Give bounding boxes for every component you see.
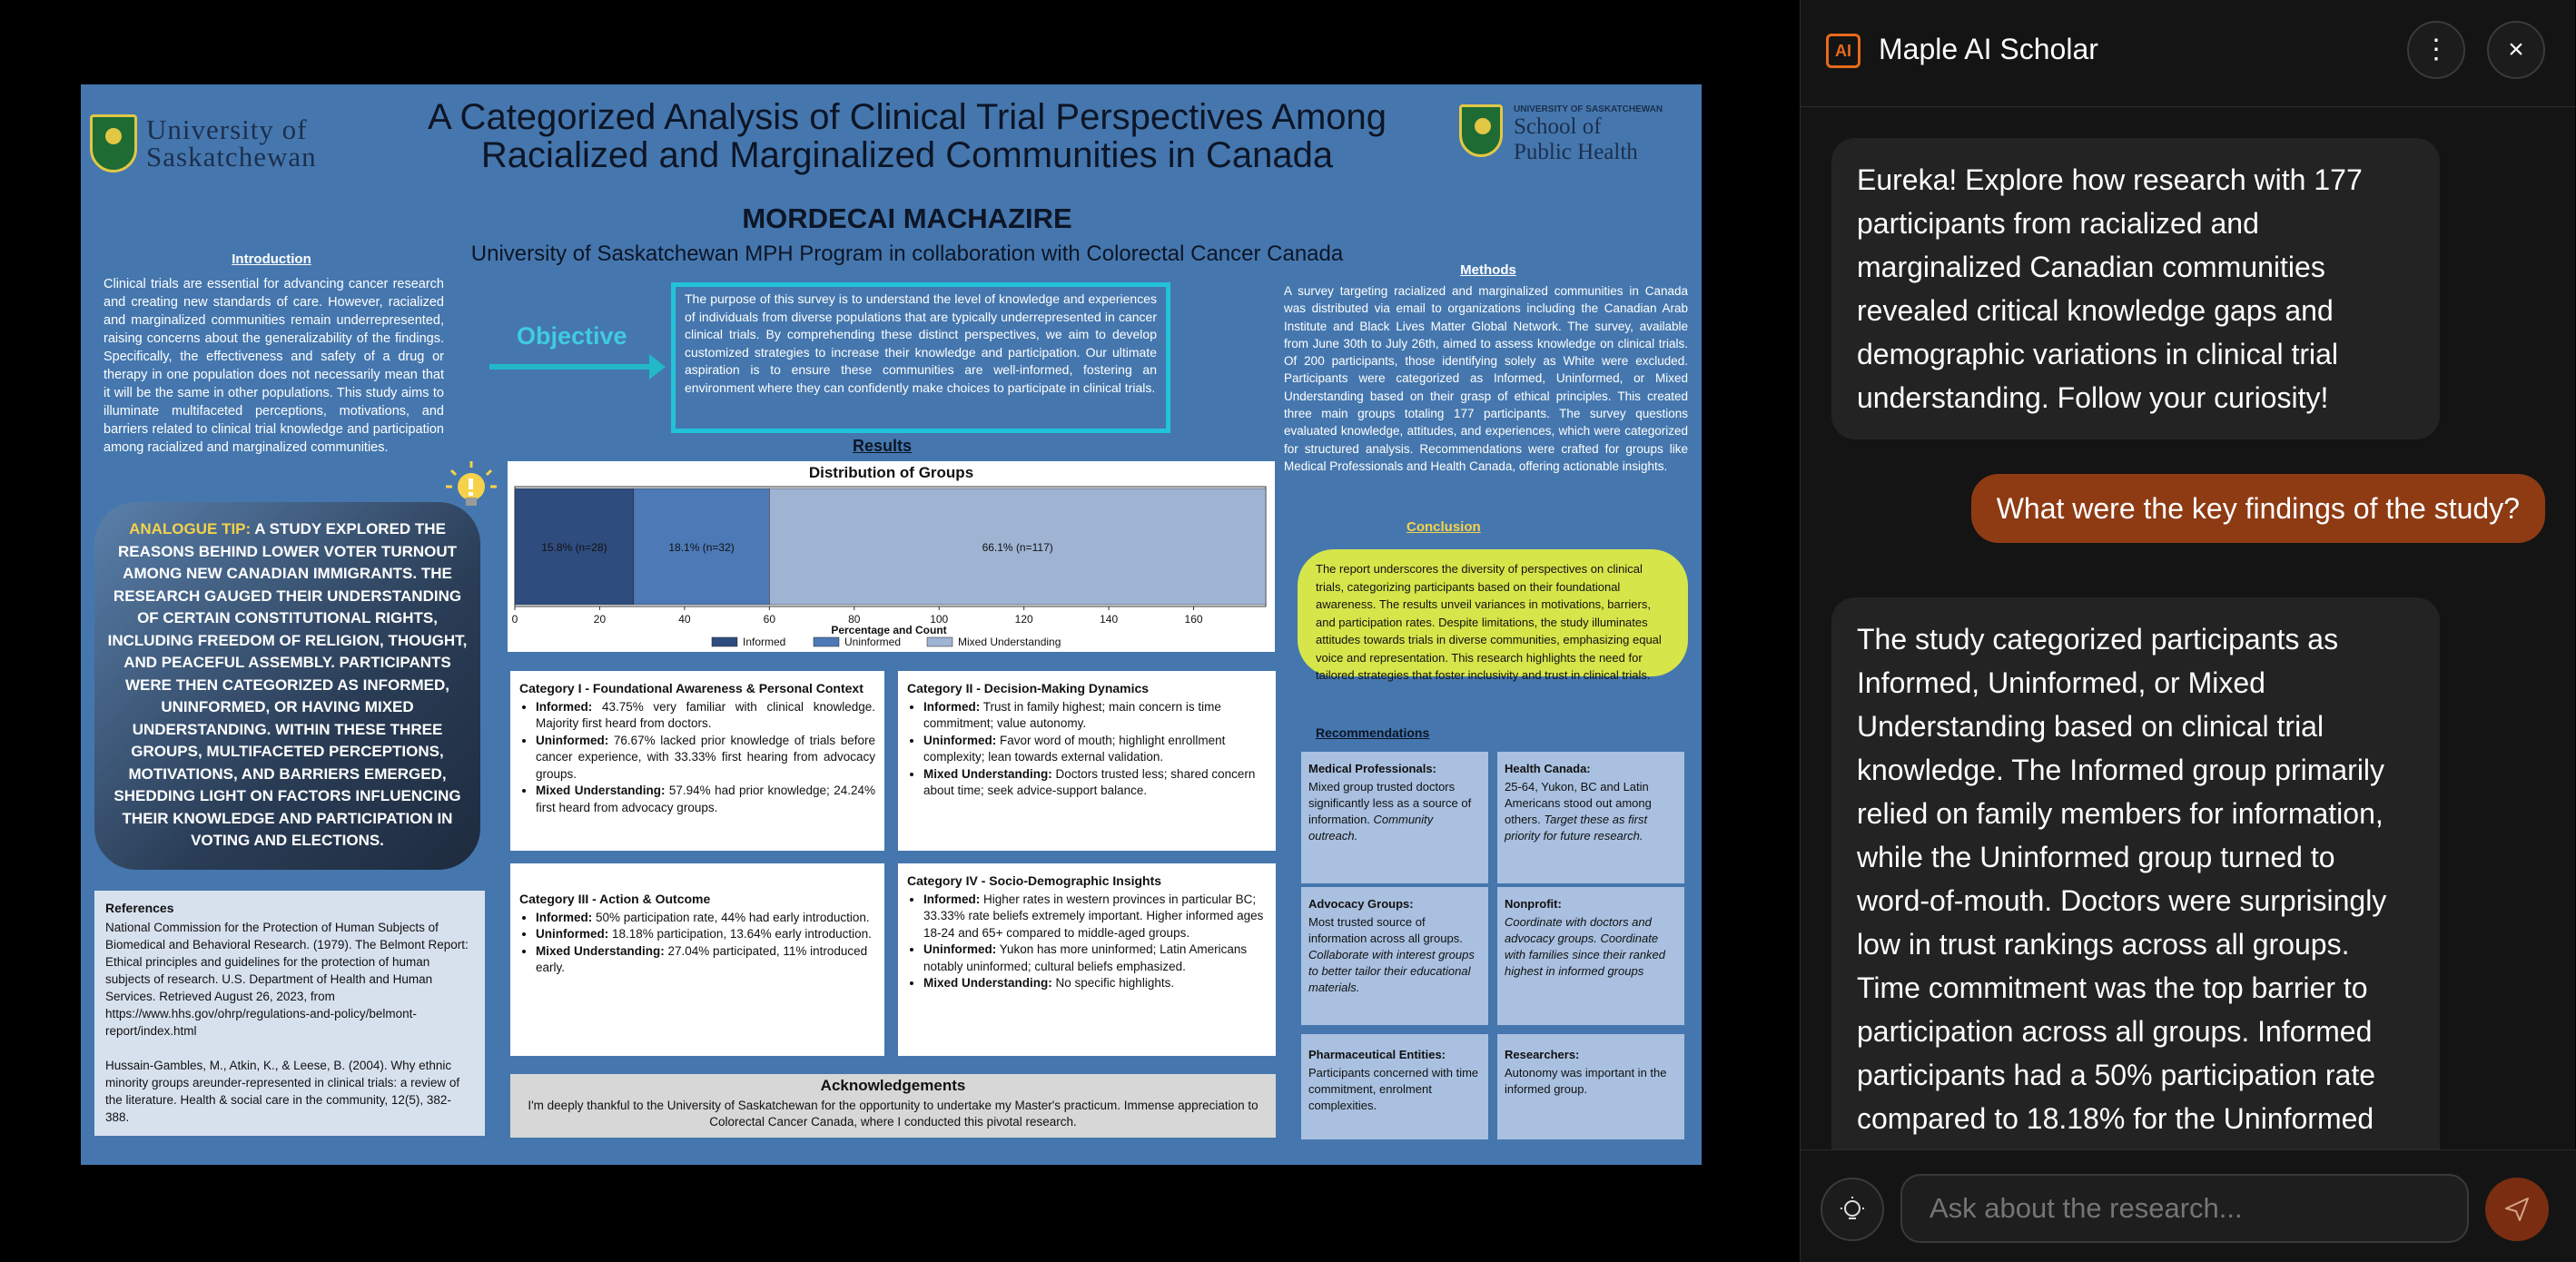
- analogue-tip-text: A STUDY EXPLORED THE REASONS BEHIND LOWER VOTER TURNOUT AMONG NEW CANADIAN IMMIGRANTS. THE RESEARCH GAUGED THEIR UNDERSTANDING OF CERTAIN CONSTITUTIONAL RIGHTS, INCLUDING FREEDOM OF RELIGION, THOUGHT, AND PEACEFUL ASSEMBLY. PARTICIPANTS WERE THEN CATEGORIZED AS INFORMED, UNINFORMED, OR HAVING MIXED UNDERSTANDING. WITHIN THESE THREE GROUPS, MULTIFACETED PERCEPTIONS, MOTIVATIONS, AND BARRIERS EMERGED, SHEDDING LIGHT ON FACTORS INFLUENCING THEIR KNOWLEDGE AND PARTICIPATION IN VOTING AND ELECTIONS.: [107, 520, 468, 849]
- item-text: Favor word of mouth; highlight enrollment complexity; lean towards external validation.: [923, 733, 1226, 764]
- recommendation-card: [1301, 1034, 1488, 1139]
- category-card: [510, 671, 884, 851]
- item-label: Mixed Understanding:: [536, 943, 665, 958]
- item-label: Mixed Understanding:: [923, 976, 1052, 990]
- chart-tick-label: 140: [1100, 613, 1119, 626]
- chart-data-label: 15.8% (n=28): [541, 541, 607, 554]
- item-label: Uninformed:: [536, 733, 609, 747]
- school-crest-icon: [1459, 104, 1503, 157]
- chart-tick-label: 0: [511, 613, 518, 626]
- item-text: Higher rates in western provinces in particular BC; 33.33% rate beliefs extremely important. Higher informed ages 18-24 and 65+ compared to middle-aged groups.: [923, 892, 1264, 940]
- assistant-message: The study categorized participants as Informed, Uninformed, or Mixed Understanding based on clinical trial knowledge. The Informed group primarily relied on family members for information, while the Uninformed group turned to word-of-mouth. Doctors were surprisingly low in trust rankings across all groups. Time commitment was the top barrier to participation across all groups. Informed participants had a 50% participation rate compared to 18.18% for the Uninformed: [1831, 597, 2440, 1204]
- recommendation-card: [1301, 752, 1488, 883]
- category-item: [536, 783, 875, 816]
- item-label: Uninformed:: [536, 927, 609, 941]
- item-label: Mixed Understanding:: [923, 766, 1052, 781]
- distribution-chart: [508, 461, 1275, 652]
- objective-box: [671, 282, 1170, 433]
- recommendation-action: Community outreach.: [1308, 813, 1434, 843]
- category-item: [923, 766, 1267, 800]
- distribution-chart-svg: [508, 461, 1275, 652]
- chart-tick-label: 80: [848, 613, 861, 626]
- university-logo: [90, 112, 353, 175]
- chart-tick-label: 100: [930, 613, 949, 626]
- category-title: Category IV - Socio-Demographic Insights: [907, 873, 1162, 888]
- university-crest-icon: [90, 114, 137, 173]
- item-label: Informed:: [923, 892, 981, 906]
- recommendation-text: Most trusted source of information across all groups.: [1308, 915, 1463, 945]
- research-poster: [81, 84, 1702, 1165]
- app-name: Maple AI Scholar: [1879, 33, 2098, 65]
- send-icon[interactable]: [2485, 1178, 2549, 1241]
- category-item: [923, 892, 1267, 942]
- school-logo-big: School of Public Health: [1514, 114, 1638, 164]
- recommendation-card: [1497, 752, 1684, 883]
- item-text: No specific highlights.: [1051, 976, 1175, 990]
- category-card: [510, 863, 884, 1056]
- item-text: Trust in family highest; main concern is time commitment; value autonomy.: [923, 699, 1221, 730]
- item-text: 57.94% had prior knowledge; 24.24% first heard from advocacy groups.: [536, 784, 875, 814]
- item-label: Uninformed:: [923, 942, 997, 956]
- category-card: [898, 671, 1276, 851]
- recommendation-text: Autonomy was important in the informed group.: [1505, 1066, 1667, 1096]
- more-options-button[interactable]: ⋮: [2407, 21, 2465, 79]
- category-item: [536, 910, 875, 927]
- item-text: Doctors trusted less; shared concern about time; seek advice-support balance.: [923, 766, 1256, 797]
- reference-2: Hussain-Gambles, M., Atkin, K., & Leese, B. (2004). Why ethnic minority groups areunder-represented in clinical trials: a review of the literature. Health & social care in the community, 12(5), 382-388.: [105, 1059, 460, 1124]
- conclusion-heading: Conclusion: [1406, 519, 1481, 535]
- school-logo: [1459, 104, 1695, 177]
- chat-thread[interactable]: [1801, 107, 2576, 1149]
- recommendation-title: Health Canada:: [1505, 762, 1591, 775]
- recommendation-title: Medical Professionals:: [1308, 762, 1436, 775]
- recommendation-text: Participants concerned with time commitment, enrolment complexities.: [1308, 1066, 1479, 1112]
- conclusion-text: The report underscores the diversity of perspectives on clinical trials, categorizing participants based on their foundational awareness. The results unveil variances in motivations, barriers, and participation rates. Despite limitations, the study illuminates attitudes towards trials in diverse communities, emphasizing equal voice and representation. This research highlights the need for tailored strategies that foster inclusivity and trust in clinical trials.: [1316, 562, 1662, 682]
- chart-legend-swatch: [927, 637, 952, 646]
- recommendation-title: Advocacy Groups:: [1308, 897, 1414, 911]
- category-item: [536, 699, 875, 733]
- intro-text: Clinical trials are essential for advancing cancer research and creating new standards of care. However, racialized and marginalized communities remain underrepresented, raising concerns about the generalizability of the findings. Specifically, the effectiveness and safety of a drug or therapy in one population does not necessarily mean that it will be the same in other populations. This study aims to illuminate multifaceted perceptions, motivations, and barriers related to clinical trial knowledge and participation among racialized and marginalized communities.: [104, 277, 444, 455]
- chart-tick-label: 40: [678, 613, 691, 626]
- assistant-message: Eureka! Explore how research with 177 participants from racialized and marginalized Canadian communities revealed critical knowledge gaps and demographic variations in clinical trial understanding. Follow your curiosity!: [1831, 138, 2440, 439]
- category-item: [536, 926, 875, 943]
- analogue-tip-label: ANALOGUE TIP:: [129, 520, 252, 537]
- item-label: Informed:: [536, 699, 593, 714]
- chart-data-label: 18.1% (n=32): [668, 541, 735, 554]
- recommendation-text: 25-64, Yukon, BC and Latin Americans stood out among others.: [1505, 780, 1652, 826]
- chart-legend-label: Uninformed: [844, 636, 902, 648]
- recommendation-card: [1497, 1034, 1684, 1139]
- item-label: Uninformed:: [923, 733, 997, 747]
- methods-text: A survey targeting racialized and marginalized communities in Canada was distributed via email to organizations including the Canadian Arab Institute and Black Lives Matter Global Network. The survey, available from June 30th to July 26th, aimed to assess knowledge on clinical trials. Of 200 participants, those identifying solely as White were excluded. Participants were categorized as Informed, Uninformed, or Mixed Understanding based on their grasp of ethical principles. This created three main groups totaling 177 participants. The survey questions evaluated knowledge, attitudes, and experiences, which were categorized for structured analysis. Recommendations were crafted for groups like Medical Professionals and Health Canada, offering actionable insights.: [1284, 284, 1688, 473]
- category-item: [923, 942, 1267, 975]
- chart-tick-label: 160: [1184, 613, 1203, 626]
- category-item: [923, 699, 1267, 733]
- category-title: Category II - Decision-Making Dynamics: [907, 681, 1150, 695]
- chart-legend-label: Mixed Understanding: [958, 636, 1061, 648]
- recommendation-action: Collaborate with interest groups to better tailor their educational materials.: [1308, 948, 1475, 994]
- chart-title: Distribution of Groups: [808, 464, 974, 481]
- category-card: [898, 863, 1276, 1056]
- poster-author: MORDECAI MACHAZIRE: [742, 202, 1072, 234]
- acknowledgements-text: I'm deeply thankful to the University of Saskatchewan for the opportunity to undertake my Master's practicum. Immense appreciation to Colorectal Cancer Canada, where I conducted this pivotal research.: [528, 1099, 1258, 1129]
- chart-tick-label: 20: [593, 613, 607, 626]
- category-item: [923, 975, 1267, 992]
- objective-text: The purpose of this survey is to understand the level of knowledge and experiences of individuals from diverse populations that are typically underrepresented in cancer clinical trials. By comprehending these distinct perspectives, we aim to develop customized strategies to increase their knowledge and participation. Our ultimate aspiration is to ensure these communities are well-informed, fostering an environment where they can confidently make choices to participate in clinical trials.: [685, 291, 1157, 395]
- conclusion-box: [1298, 549, 1688, 682]
- objective-label: Objective: [517, 322, 627, 350]
- category-item: [536, 733, 875, 784]
- recommendations-heading: Recommendations: [1316, 725, 1430, 740]
- category-item: [923, 733, 1267, 766]
- item-text: 50% participation rate, 44% had early introduction.: [592, 910, 870, 924]
- analogue-tip: [94, 502, 480, 870]
- recommendation-text: Mixed group trusted doctors significantly less as a source of information.: [1308, 780, 1472, 826]
- chart-legend-swatch: [712, 637, 737, 646]
- category-title: Category I - Foundational Awareness & Personal Context: [519, 681, 864, 695]
- recommendation-card: [1301, 887, 1488, 1025]
- recommendation-title: Nonprofit:: [1505, 897, 1562, 911]
- intro-heading: Introduction: [232, 251, 311, 267]
- recommendation-action: Target these as first priority for future research.: [1505, 813, 1648, 843]
- chart-data-label: 66.1% (n=117): [982, 541, 1053, 554]
- acknowledgements-heading: Acknowledgements: [820, 1077, 966, 1094]
- chart-legend-label: Informed: [743, 636, 786, 648]
- university-logo-text: University of Saskatchewan: [146, 113, 317, 173]
- item-label: Mixed Understanding:: [536, 784, 666, 797]
- references: [94, 891, 485, 1136]
- item-text: 18.18% participation, 13.64% early introduction.: [608, 927, 872, 941]
- item-label: Informed:: [923, 699, 981, 714]
- assistant-panel: [1800, 0, 2575, 1262]
- results-heading: Results: [853, 437, 913, 455]
- category-title: Category III - Action & Outcome: [519, 892, 711, 906]
- recommendation-title: Pharmaceutical Entities:: [1308, 1048, 1446, 1061]
- ai-logo-icon: AI: [1826, 34, 1860, 68]
- school-logo-small: UNIVERSITY OF SASKATCHEWAN: [1514, 104, 1663, 114]
- poster-title: A Categorized Analysis of Clinical Trial Perspectives Among Racialized and Marginalized Communities in Canada: [427, 97, 1387, 175]
- acknowledgements: [510, 1074, 1276, 1138]
- chart-xlabel: Percentage and Count: [831, 624, 947, 636]
- chart-tick-label: 120: [1014, 613, 1033, 626]
- item-label: Informed:: [536, 910, 593, 924]
- category-item: [536, 943, 875, 977]
- reference-1: National Commission for the Protection of Human Subjects of Biomedical and Behavioral Research. (1979). The Belmont Report: Ethical principles and guidelines for the protection of human subjects of research. U.S. Department of Health and Human Services. Retrieved August 26, 2023, from https://www.hhs.gov/ohrp/regulations-and-policy/belmont-report/index.html: [105, 921, 469, 1038]
- recommendation-action: Coordinate with doctors and advocacy groups. Coordinate with families since their ranked highest in informed groups: [1505, 915, 1666, 978]
- panel-header: [1801, 0, 2576, 107]
- recommendation-title: Researchers:: [1505, 1048, 1580, 1061]
- methods-heading: Methods: [1460, 262, 1516, 278]
- objective-arrow-icon: [489, 364, 653, 370]
- close-button[interactable]: ×: [2487, 21, 2545, 79]
- lightbulb-icon[interactable]: [1821, 1178, 1884, 1241]
- user-message: What were the key findings of the study?: [1971, 474, 2545, 543]
- chart-legend-swatch: [814, 637, 839, 646]
- chart-tick-label: 60: [763, 613, 776, 626]
- item-text: Yukon has more uninformed; Latin Americans notably uninformed; cultural beliefs emphasized.: [923, 942, 1248, 973]
- item-text: 27.04% participated, 11% introduced early.: [536, 943, 868, 974]
- input-bar: [1801, 1149, 2576, 1262]
- recommendation-card: [1497, 887, 1684, 1025]
- item-text: 76.67% lacked prior knowledge of trials before cancer experience, with 33.33% first hearing from advocacy groups.: [536, 733, 875, 781]
- poster-affiliation: University of Saskatchewan MPH Program in collaboration with Colorectal Cancer Canada: [470, 242, 1344, 266]
- ask-input[interactable]: [1900, 1174, 2469, 1243]
- item-text: 43.75% very familiar with clinical knowledge. Majority first heard from doctors.: [536, 699, 875, 730]
- references-heading: References: [105, 901, 174, 915]
